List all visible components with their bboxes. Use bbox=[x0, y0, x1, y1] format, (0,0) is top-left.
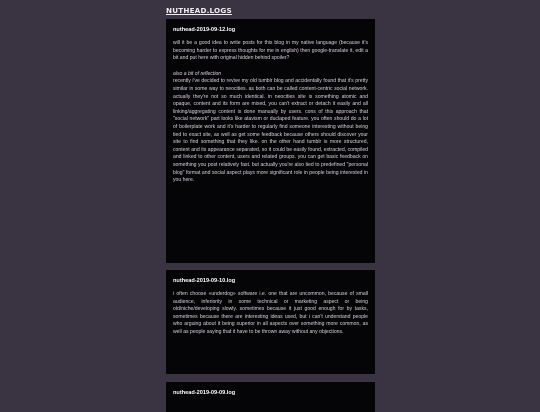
post-subtitle: also a bit of reflection bbox=[173, 70, 222, 77]
post-title[interactable]: nuthead-2019-09-09.log bbox=[173, 390, 236, 396]
post-paragraph: i often choose «underdog» software i.e. one that are uncommon, because of small audience, inferiority in some technical or marketing aspect or being old/niche/developing slowly. sometimes because it just good enough for by tasks, sometimes because there are interesting ideas used, but i can't understand people who arguing about it being superior in all aspects over something more common, as well as people saying that it have to be thrown away without any objections. bbox=[173, 291, 368, 335]
post-2019-09-12 bbox=[166, 19, 375, 263]
post-2019-09-09 bbox=[166, 382, 375, 412]
post-paragraph bbox=[173, 71, 368, 185]
site-title[interactable]: NUTHEAD.LOGS bbox=[166, 6, 232, 15]
post-paragraph-text: recently i've decided to revive my old tumblr blog and accidentally found that it's pretty similar in some way to neocities. as both can be called content-centric social network. actually they're not so much identical. in neocities site is something atomic and opaque, content and its form are mixed, you can't extract or detach it easily and all linking/aggregating content is done manually by users. cons of this approach that "social network" part looks like atavism or duclaped feature. you often should do a lot of boilerplate work and it's harder to regularly find someone interesting without being tied to exact site, as well as get some feedback because others should discover your site to find something that they like. on the other hand tumblr is more structured, content and its appearance separated, so it could be easily found, extracted, compiled and linked to other content, users and related groups. you can get basic feedback on something you post relatively fast. but actually you're also tied to predefined "personal blog" format and social aspect plays more significant role in people being interested in you here. bbox=[173, 78, 368, 184]
post-title[interactable]: nuthead-2019-09-10.log bbox=[173, 278, 236, 284]
post-2019-09-10 bbox=[166, 270, 375, 374]
post-title[interactable]: nuthead-2019-09-12.log bbox=[173, 27, 236, 33]
post-paragraph: will it be a good idea to write posts for this blog in my native language (because it's becoming harder to express thoughts for me in english) then google-translate it, edit a bit and put here with original hidden behind spoiler? bbox=[173, 40, 368, 62]
